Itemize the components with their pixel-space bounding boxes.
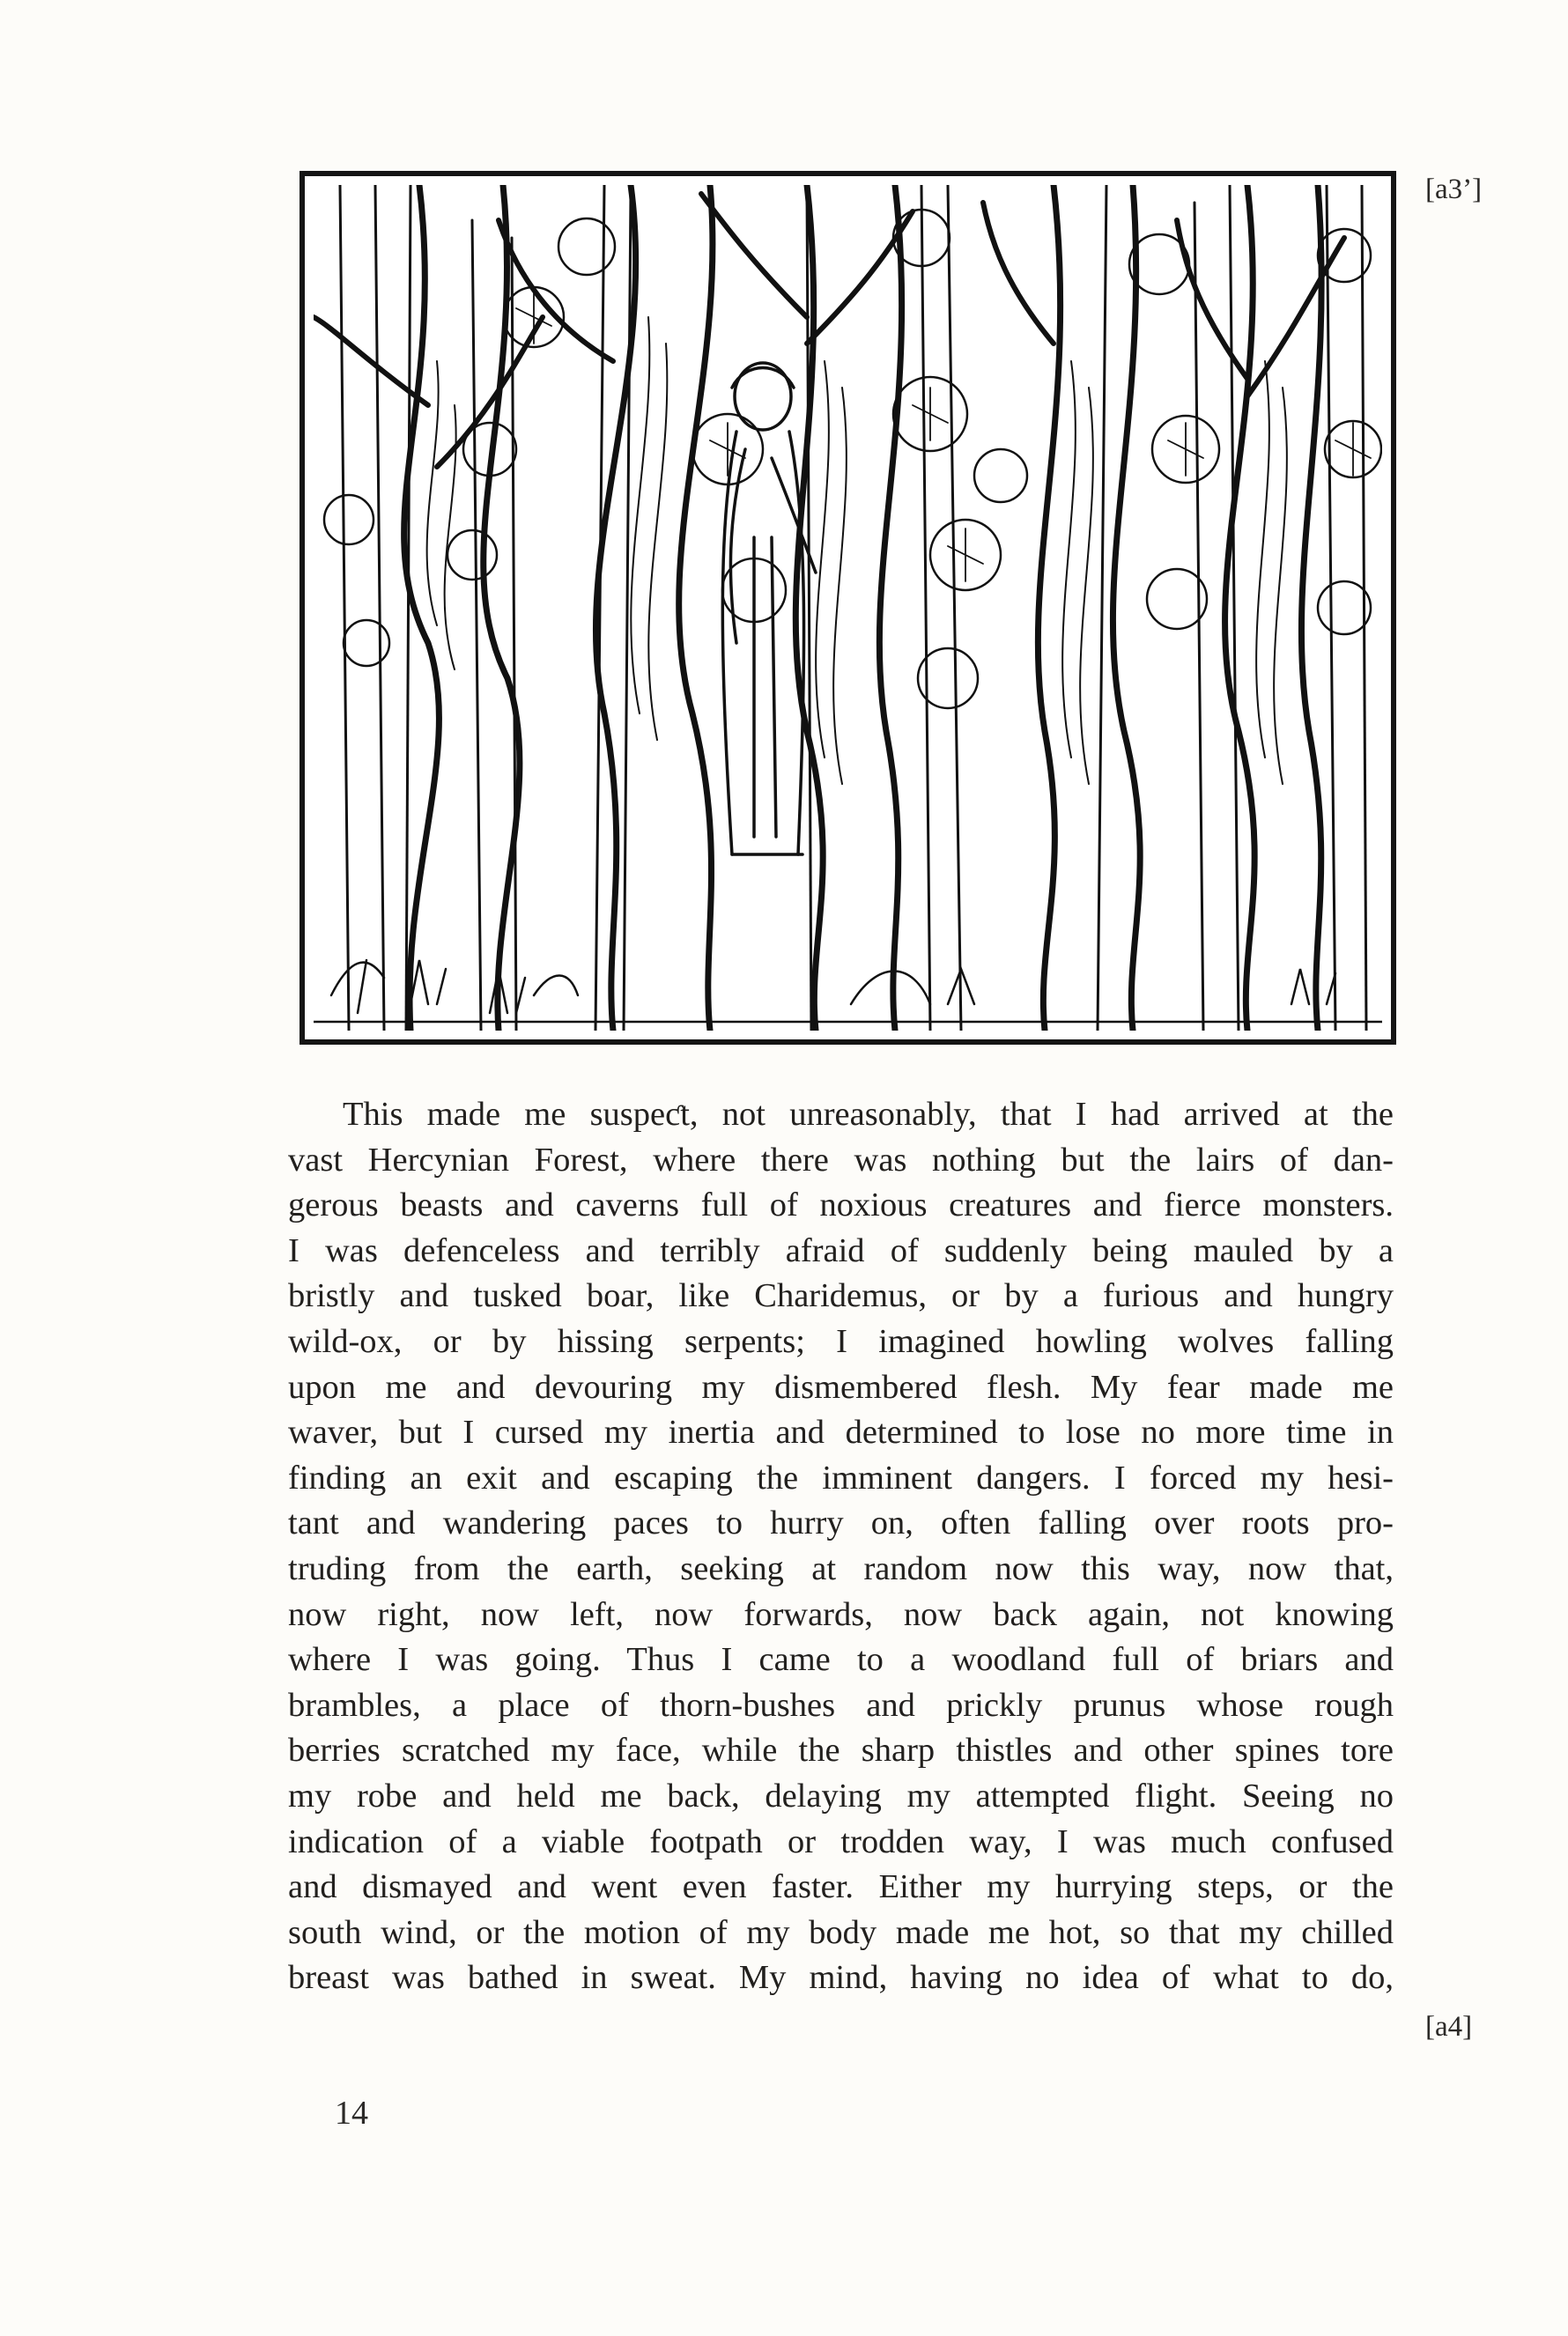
text-line: south wind, or the motion of my body made me hot, so that my chilled — [288, 1913, 1394, 1951]
folio-marker-bottom: [a4] — [1425, 2011, 1473, 2043]
woodcut-illustration — [300, 171, 1396, 1045]
text-line: upon me and devouring my dismembered flesh. My fear made me — [288, 1368, 1394, 1406]
text-line: and dismayed and went even faster. Either my hurrying steps, or the — [288, 1868, 1394, 1906]
text-line: bristly and tusked boar, like Charidemus, or by a furious and hungry — [288, 1277, 1394, 1315]
folio-marker-top: [a3’] — [1425, 174, 1483, 205]
text-line: truding from the earth, seeking at random now this way, now that, — [288, 1549, 1394, 1587]
text-line: breast was bathed in sweat. My mind, having no idea of what to do, — [288, 1959, 1394, 1997]
text-line: gerous beasts and caverns full of noxious creatures and fierce monsters. — [288, 1186, 1394, 1224]
text-line: I was defenceless and terribly afraid of suddenly being mauled by a — [288, 1231, 1394, 1269]
text-line: brambles, a place of thorn‑bushes and prickly prunus whose rough — [288, 1686, 1394, 1724]
text-line: finding an exit and escaping the imminent dangers. I forced my hesi‑ — [288, 1459, 1394, 1497]
text-line: waver, but I cursed my inertia and determined to lose no more time in — [288, 1414, 1394, 1452]
text-line: vast Hercynian Forest, where there was nothing but the lairs of dan‑ — [288, 1141, 1394, 1179]
woodcut-forest-icon — [314, 185, 1382, 1031]
text-line: now right, now left, now forwards, now back again, not knowing — [288, 1595, 1394, 1633]
text-line: my robe and held me back, delaying my attempted flight. Seeing no — [288, 1777, 1394, 1815]
body-text — [288, 1092, 1394, 2001]
text-line: tant and wandering paces to hurry on, often falling over roots pro‑ — [288, 1504, 1394, 1542]
page-number: 14 — [335, 2095, 368, 2132]
text-line: where I was going. Thus I came to a woodland full of briars and — [288, 1641, 1394, 1679]
text-line: wild‑ox, or by hissing serpents; I imagined howling wolves falling — [288, 1322, 1394, 1360]
text-line: This made me suspeƈt, not unreasonably, that I had arrived at the — [343, 1096, 1394, 1133]
text-line: berries scratched my face, while the sharp thistles and other spines tore — [288, 1732, 1394, 1770]
text-line: indication of a viable footpath or trodden way, I was much confused — [288, 1822, 1394, 1860]
